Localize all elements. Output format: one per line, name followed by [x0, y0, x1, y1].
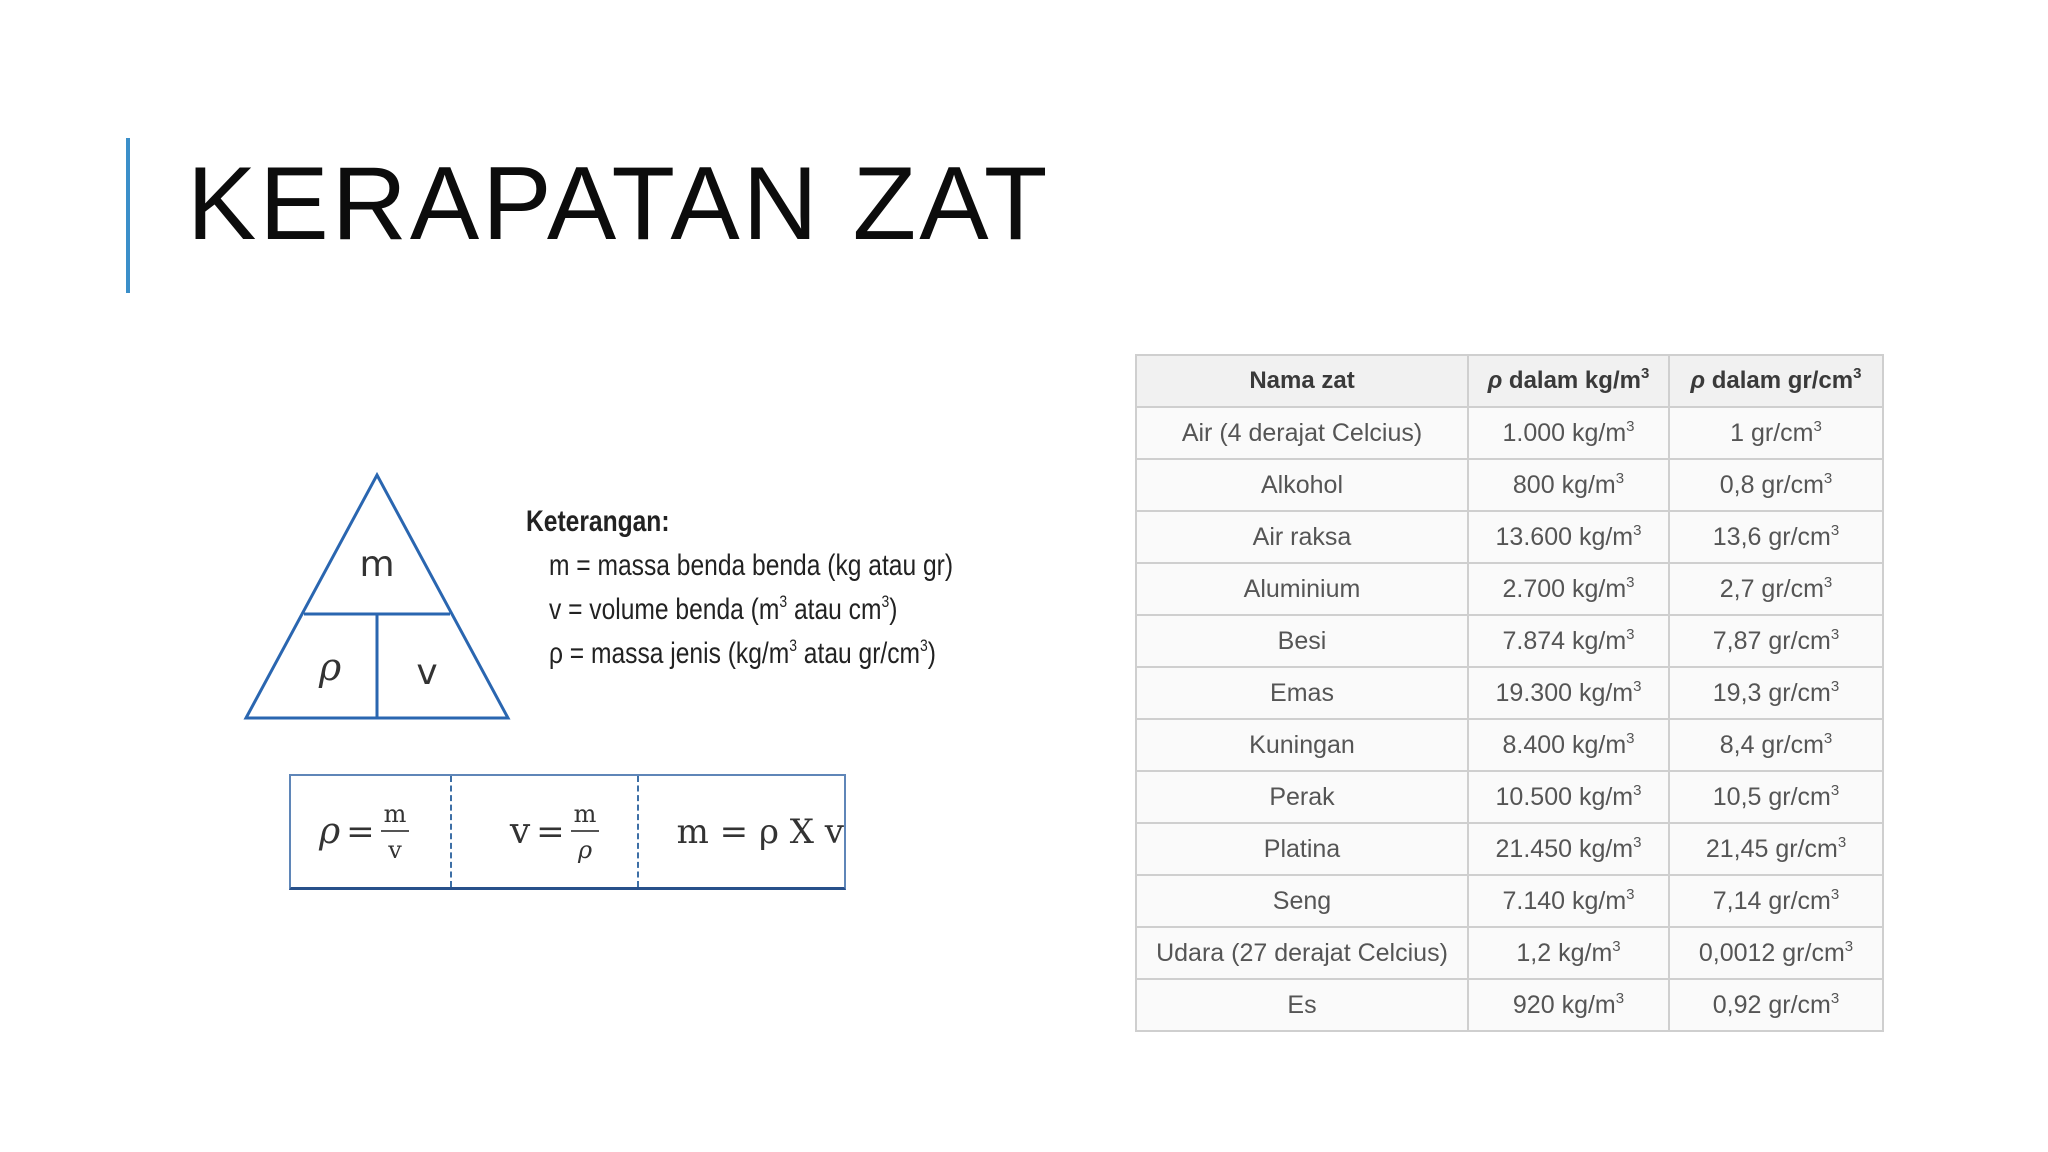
table-cell-substance: Air raksa	[1136, 511, 1468, 563]
title-accent-bar	[126, 138, 130, 293]
formula-volume-equals: =	[536, 811, 565, 852]
header-kg-text: dalam kg/m	[1502, 367, 1641, 394]
formula-volume	[452, 776, 639, 887]
table-cell-substance: Es	[1136, 979, 1468, 1031]
legend-heading: Keterangan:	[526, 505, 670, 538]
formula-density	[291, 776, 452, 887]
table-cell-substance: Besi	[1136, 615, 1468, 667]
legend-volume-text-b: atau cm	[787, 593, 882, 626]
table-cell-density-kg	[1468, 511, 1669, 563]
header-kg-exp: 3	[1640, 365, 1650, 382]
unit-exponent: 3	[1633, 677, 1642, 695]
unit-exponent: 3	[1837, 833, 1847, 851]
formula-density-fraction	[381, 799, 410, 864]
legend-mass-text: m = massa benda benda (kg atau gr)	[548, 549, 954, 582]
legend-density-text-c: )	[927, 637, 936, 670]
table-cell-density-gr	[1669, 667, 1883, 719]
table-row	[1136, 823, 1883, 875]
legend-volume-text-c: )	[889, 593, 898, 626]
unit-exponent: 3	[1830, 625, 1840, 643]
triangle-volume-label: v	[416, 652, 438, 693]
density-gr-value: 7,87 gr/cm	[1712, 626, 1831, 655]
table-cell-substance: Udara (27 derajat Celcius)	[1136, 927, 1468, 979]
triangle-density-label: ρ	[318, 645, 342, 689]
formula-density-equals: =	[346, 811, 375, 852]
density-gr-value: 0,8 gr/cm	[1719, 470, 1824, 499]
density-gr-value: 13,6 gr/cm	[1712, 522, 1831, 551]
table-cell-substance: Emas	[1136, 667, 1468, 719]
density-gr-value: 21,45 gr/cm	[1705, 834, 1838, 863]
formula-volume-denominator: ρ	[577, 835, 593, 864]
unit-exponent: 3	[1830, 885, 1840, 903]
legend-volume-text-a: v = volume benda (m	[548, 593, 780, 626]
table-cell-substance: Seng	[1136, 875, 1468, 927]
unit-exponent: 3	[1813, 417, 1822, 435]
formula-volume-fraction	[571, 799, 600, 864]
unit-exponent: 3	[1626, 625, 1635, 643]
table-cell-density-kg	[1468, 875, 1669, 927]
table-row	[1136, 407, 1883, 459]
header-kg-rho: ρ	[1487, 367, 1503, 394]
density-kg-value: 920 kg/m	[1512, 990, 1616, 1019]
density-kg-value: 2.700 kg/m	[1502, 574, 1627, 603]
header-density-kg	[1468, 355, 1669, 407]
table-cell-density-kg	[1468, 927, 1669, 979]
unit-exponent: 3	[1633, 833, 1642, 851]
density-gr-value: 10,5 gr/cm	[1712, 782, 1831, 811]
table-cell-density-kg	[1468, 771, 1669, 823]
header-gr-rho: ρ	[1690, 367, 1706, 394]
density-kg-value: 21.450 kg/m	[1495, 834, 1634, 863]
unit-exponent: 3	[1830, 521, 1840, 539]
table-cell-density-gr	[1669, 823, 1883, 875]
table-cell-substance: Air (4 derajat Celcius)	[1136, 407, 1468, 459]
formula-box	[289, 774, 846, 890]
legend-volume-exp-1: 3	[779, 592, 788, 611]
formula-volume-lhs: v	[509, 811, 531, 852]
table-cell-density-gr	[1669, 563, 1883, 615]
legend-density-text-a: ρ = massa jenis (kg/m	[548, 637, 790, 670]
unit-exponent: 3	[1830, 677, 1840, 695]
legend-mass-line	[526, 544, 953, 588]
header-substance-name: Nama zat	[1136, 355, 1468, 407]
density-kg-value: 800 kg/m	[1512, 470, 1616, 499]
density-kg-value: 1.000 kg/m	[1502, 418, 1627, 447]
table-row	[1136, 719, 1883, 771]
density-table-header-row	[1136, 355, 1883, 407]
table-row	[1136, 927, 1883, 979]
density-kg-value: 7.874 kg/m	[1502, 626, 1627, 655]
table-cell-density-gr	[1669, 511, 1883, 563]
unit-exponent: 3	[1844, 937, 1854, 955]
table-row	[1136, 979, 1883, 1031]
unit-exponent: 3	[1823, 469, 1833, 487]
density-gr-value: 0,0012 gr/cm	[1698, 938, 1845, 967]
unit-exponent: 3	[1823, 729, 1833, 747]
density-table	[1135, 354, 1884, 1032]
density-table-body	[1136, 407, 1883, 1031]
table-cell-density-gr	[1669, 459, 1883, 511]
legend-volume-exp-2: 3	[881, 592, 890, 611]
table-cell-density-gr	[1669, 719, 1883, 771]
table-cell-density-gr	[1669, 771, 1883, 823]
density-gr-value: 0,92 gr/cm	[1712, 990, 1831, 1019]
density-gr-value: 8,4 gr/cm	[1719, 730, 1824, 759]
table-cell-substance: Aluminium	[1136, 563, 1468, 615]
table-cell-density-gr	[1669, 979, 1883, 1031]
table-cell-density-gr	[1669, 615, 1883, 667]
table-row	[1136, 563, 1883, 615]
density-gr-value: 2,7 gr/cm	[1719, 574, 1824, 603]
unit-exponent: 3	[1830, 989, 1840, 1007]
unit-exponent: 3	[1626, 417, 1635, 435]
table-cell-density-kg	[1468, 563, 1669, 615]
density-gr-value: 19,3 gr/cm	[1712, 678, 1831, 707]
table-row	[1136, 459, 1883, 511]
formula-mass	[639, 776, 844, 887]
slide-title: KERAPATAN ZAT	[187, 146, 1051, 262]
table-cell-substance: Alkohol	[1136, 459, 1468, 511]
table-row	[1136, 771, 1883, 823]
table-cell-density-gr	[1669, 927, 1883, 979]
legend-density-exp-1: 3	[789, 636, 797, 655]
unit-exponent: 3	[1612, 937, 1621, 955]
header-gr-text: dalam gr/cm	[1705, 367, 1854, 394]
formula-mass-expression: m = ρ X v	[676, 811, 844, 852]
unit-exponent: 3	[1615, 469, 1625, 487]
formula-density-numerator: m	[381, 802, 410, 832]
table-row	[1136, 875, 1883, 927]
density-kg-value: 13.600 kg/m	[1495, 522, 1634, 551]
table-cell-density-kg	[1468, 459, 1669, 511]
table-cell-substance: Kuningan	[1136, 719, 1468, 771]
table-cell-density-kg	[1468, 667, 1669, 719]
table-cell-substance: Perak	[1136, 771, 1468, 823]
legend-density-line	[526, 632, 953, 676]
legend-density-text-b: atau gr/cm	[796, 637, 921, 670]
density-gr-value: 1 gr/cm	[1730, 418, 1814, 447]
legend-density-exp-2: 3	[920, 636, 928, 655]
density-triangle-diagram	[240, 470, 520, 730]
table-cell-density-kg	[1468, 719, 1669, 771]
density-kg-value: 1,2 kg/m	[1516, 938, 1613, 967]
unit-exponent: 3	[1633, 521, 1642, 539]
formula-volume-numerator: m	[571, 802, 600, 832]
legend-volume-line	[526, 588, 953, 632]
unit-exponent: 3	[1823, 573, 1833, 591]
density-kg-value: 7.140 kg/m	[1502, 886, 1627, 915]
table-row	[1136, 667, 1883, 719]
density-kg-value: 8.400 kg/m	[1502, 730, 1627, 759]
header-gr-exp: 3	[1853, 365, 1862, 382]
unit-exponent: 3	[1615, 989, 1625, 1007]
table-cell-density-kg	[1468, 407, 1669, 459]
legend-block	[526, 500, 953, 676]
triangle-mass-label: m	[359, 544, 395, 585]
table-cell-density-kg	[1468, 979, 1669, 1031]
unit-exponent: 3	[1830, 781, 1840, 799]
formula-density-denominator: v	[388, 835, 402, 864]
table-cell-density-kg	[1468, 615, 1669, 667]
unit-exponent: 3	[1633, 781, 1642, 799]
table-cell-density-kg	[1468, 823, 1669, 875]
table-cell-density-gr	[1669, 407, 1883, 459]
unit-exponent: 3	[1626, 885, 1635, 903]
unit-exponent: 3	[1626, 729, 1635, 747]
density-kg-value: 10.500 kg/m	[1495, 782, 1634, 811]
density-gr-value: 7,14 gr/cm	[1712, 886, 1831, 915]
header-density-gr	[1669, 355, 1883, 407]
density-kg-value: 19.300 kg/m	[1495, 678, 1634, 707]
formula-density-lhs: ρ	[319, 811, 341, 852]
table-cell-density-gr	[1669, 875, 1883, 927]
table-row	[1136, 615, 1883, 667]
table-row	[1136, 511, 1883, 563]
table-cell-substance: Platina	[1136, 823, 1468, 875]
unit-exponent: 3	[1626, 573, 1635, 591]
